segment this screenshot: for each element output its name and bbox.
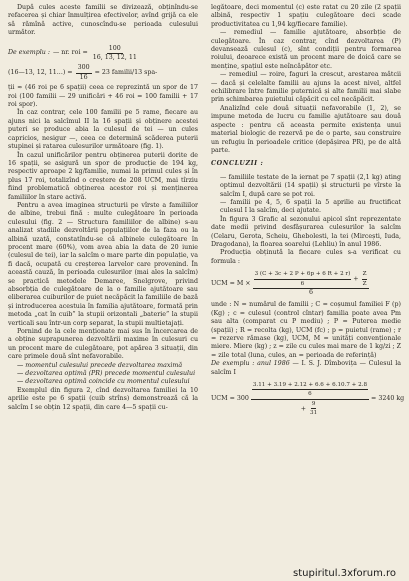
ucm-lhs: UCM = M ×	[211, 279, 251, 287]
inner-numerator: 3.11 + 3.19 + 2.12 + 6.6 + 6.10.7 + 2.8	[252, 381, 368, 390]
formula-lhs: — nr. roi =	[52, 49, 88, 57]
formula-fraction	[91, 45, 139, 63]
paragraph-legend: unde : N = numărul de familii ; C = coșumul familiei F (p) (Kg) ; c = culesul (control cîntar) familia poate avea Pm sau alta (comparat cu P mediu) ; P = Puterea medie (spații) ; R = recolta (kg), UCM (fc) ; p = puietul (rame) ; r = rezerve rămase (kg), UCM, M = unități convenționale miere. Miere (kg) ; z = zile cu cules mai mare de 1 kg/zi ; Z = zile total (luna, cules, an = perioada de referință)	[211, 301, 401, 359]
example-z-fraction	[308, 400, 319, 418]
formula-suffix: = 23 familii/13 spa-	[94, 69, 158, 77]
paragraph-productia: Producția obținută la fiecare cules s-a verificat cu formula :	[211, 249, 401, 265]
ucm-denominator: 6	[309, 289, 314, 296]
ucm-formula	[211, 270, 401, 297]
list-item: — familii pe 4, 5, 6 spații la 5 aprilie au fructificat culesul I la salcîm, deci ajutate.	[220, 198, 401, 215]
formula-prefix: (16—13, 12, 11...) =	[8, 69, 73, 77]
right-column	[211, 4, 405, 422]
formula-example-2	[8, 64, 198, 82]
example-ucm-formula	[211, 381, 405, 418]
fraction-numerator: 100	[107, 45, 123, 54]
example-inner-fraction	[252, 381, 368, 399]
example-label: De exemplu :	[8, 49, 50, 57]
inner-denominator: 6	[308, 391, 312, 398]
paragraph-structura: Pentru a avea imaginea structurii pe vîrste a familiilor de albine, trebui fină : multe culegătoare în perioada culesului (fig. 2 — Structura familiilor de albine) s-au analizat stadiile dezvoltării populațiilor de la faza ou la albină uzată, constatîndu-se că albinele culegătoare în procent mare (60%), vom avea abia la data de 20 iunie (culesul de tei), iar la salcîm o mare parte din populație, va fi dacă, ocupată cu creșterea larvelor care provenind. În această cauză, în perioada culesurilor (mai ales la salcîm) se practică metodele Demaree, Snelgrove, privind absorbția de culegătoare de la o familie ajutătoare sau eliberarea cuiburilor de puiet necăpăcit la familiile de bază și introducerea acestuia în familia ajutătoare, formată prin metoda „cat în cuib” la stupii orizontali „baterie” la stupii verticali sau într-un corp separat, la stupii multietajați.	[8, 201, 198, 327]
ucm-numerator	[253, 270, 370, 289]
site-watermark: stupiritul.3xforum.ro	[290, 568, 399, 579]
list-item: — dezvoltarea optimă coincide cu momentul culesului	[17, 378, 190, 386]
z-denominator: Z	[362, 280, 367, 287]
inner-numerator: 3 (C + 3c + 2 P + 6p + 6 R + 2 r)	[254, 270, 352, 279]
left-column	[8, 4, 198, 412]
paragraph-intro: După cules aceste familii se divizează, obținîndu-se refacerea și chiar înmulțirea efectivelor, avînd grijă ca ele să rămînă active, cunoscîndu-se perioada culesului următor.	[8, 4, 198, 37]
fraction-numerator: 300	[76, 64, 92, 73]
example-plus: +	[300, 405, 307, 413]
paragraph-contrary: În caz contrar, cele 100 familii pe 5 rame, fiecare au ajuns nici la salcîmul II la 16 spații și obținere acestei puteri se produce abia la culesul de tei — un cules capricios, nesigur —, ceea ce determină scăderea puterii stupinei și ratarea culesurilor următoare (fig. 1).	[8, 109, 198, 151]
ucm-inner-fraction	[254, 270, 352, 288]
formula-example-1	[8, 45, 198, 63]
paragraph-remediu-1: — remediul — familie ajutătoare, absorbție de culegătoare. În caz contrar, cînd dezvoltarea (P) devansează culesul (c), sînt condiții pentru formarea roiului, deoarece există un procent mare de doică care se menține, spațiul este neîncăpător etc.	[211, 29, 401, 70]
paragraph-exemplu	[211, 360, 401, 377]
list-item: — familiile testate de la iernat pe 7 spații (2,1 kg) ating optimul dezvoltării (14 spații) și structurii pe vîrste la salcîm I, după care se pot roi.	[220, 173, 401, 198]
paragraph-unificari: În cazul unificărilor pentru obținerea puterii dorite de 16 spații, se asigură un spor de producție de 194 kg, respectiv aproape 2 kg/familie, numai la primul cules și în plus 17 roi, totalizînd o creștere de 208 UCM, mai tîrziu fiind problematică obținerea acestor roi și menținerea familiilor în stare activă.	[8, 151, 198, 201]
inner-denominator: 6	[300, 280, 305, 287]
example-label: De exemplu : anul 1986	[211, 360, 290, 368]
ucm-plus: +	[353, 275, 359, 283]
example-text: — I. S. J. Dîmbovița — Culesul la salcîm I	[211, 360, 401, 376]
paragraph-spor: ții ≈ (46 roi pe 6 spații) ceea ce reprezintă un spor de 17 roi (100 familii — 29 unificări + 46 roi = 100 familii + 17 roi spor).	[8, 84, 198, 109]
example-denominator	[301, 400, 319, 418]
fraction-denominator: 16	[79, 73, 88, 81]
example-ucm-lhs: UCM = 300	[211, 395, 249, 403]
example-numerator	[251, 381, 369, 400]
formula-fraction	[76, 64, 92, 82]
paragraph-continuation: legătoare, deci momentul (c) este ratat cu 20 zile (2 spații albină, respectiv 1 spațiu culegătoare deci scade productivitatea cu 1,94 kg/fiecare familie).	[211, 4, 401, 28]
list-item: — momentul culesului precede dezvoltarea maximă	[17, 361, 183, 369]
z-numerator: 9	[311, 400, 317, 409]
paragraph-remediu-2: — remediul — roire, faguri la crescut, arestarea mătcii — dacă și celelalte familii au ajuns la acest nivel, altfel echilibrare între familie puternică și alte familii mai slabe prin schimbarea puietului căpăcit cu cel necăpăcit.	[211, 71, 401, 104]
example-result: = 3240 kg	[371, 395, 405, 403]
paragraph-exemplu-fig2: Exemplul din figura 2, cînd dezvoltarea familiei la 10 aprilie este pe 6 spații (cuib strîns) demonstrează că la salcîm I se obțin 12 spații, din care 4—5 spații cu-	[8, 386, 198, 411]
z-fraction	[361, 270, 369, 288]
z-numerator: Z	[362, 270, 368, 279]
paragraph-situatii: Pornind de la cele menționate mai sus în încercarea de a obține suprapunerea dezvoltării maxime în culesuri cu un procent mare de culegătoare, pot apărea 3 situații, din care primele două sînt nefavorabile.	[8, 328, 198, 361]
list-item: — dezvoltarea optimă (PR) precede momentul culesului	[17, 370, 196, 378]
ucm-fraction	[253, 270, 370, 297]
z-denominator: 31	[310, 410, 318, 417]
fraction-denominator: 16, 13, 12, 11	[92, 54, 137, 62]
example-fraction	[251, 381, 369, 418]
paragraph-analiza: Analizînd cele două situații nefavorabile (1, 2), se impune metoda de lucru cu familie ajutătoare sau două aspecte : pentru că aceasta permite existența unui material biologic de rezervă pe de o parte, sau construire un refugiu în perioadele critice (depășirea PR), pe de altă parte.	[211, 104, 401, 154]
paragraph-grafic: În figura 3 Grafic al sezonului apicol sînt reprezentate date medii privind desfășurarea culesurilor la salcîm (Celaru, Gerota, Scheiu, Ghebolesti, la tei (Mircești, Iuda, Dragodana), la floarea soarelui (Lehliu) în anul 1986.	[211, 215, 401, 248]
section-heading: CONCLUZII :	[211, 160, 264, 168]
